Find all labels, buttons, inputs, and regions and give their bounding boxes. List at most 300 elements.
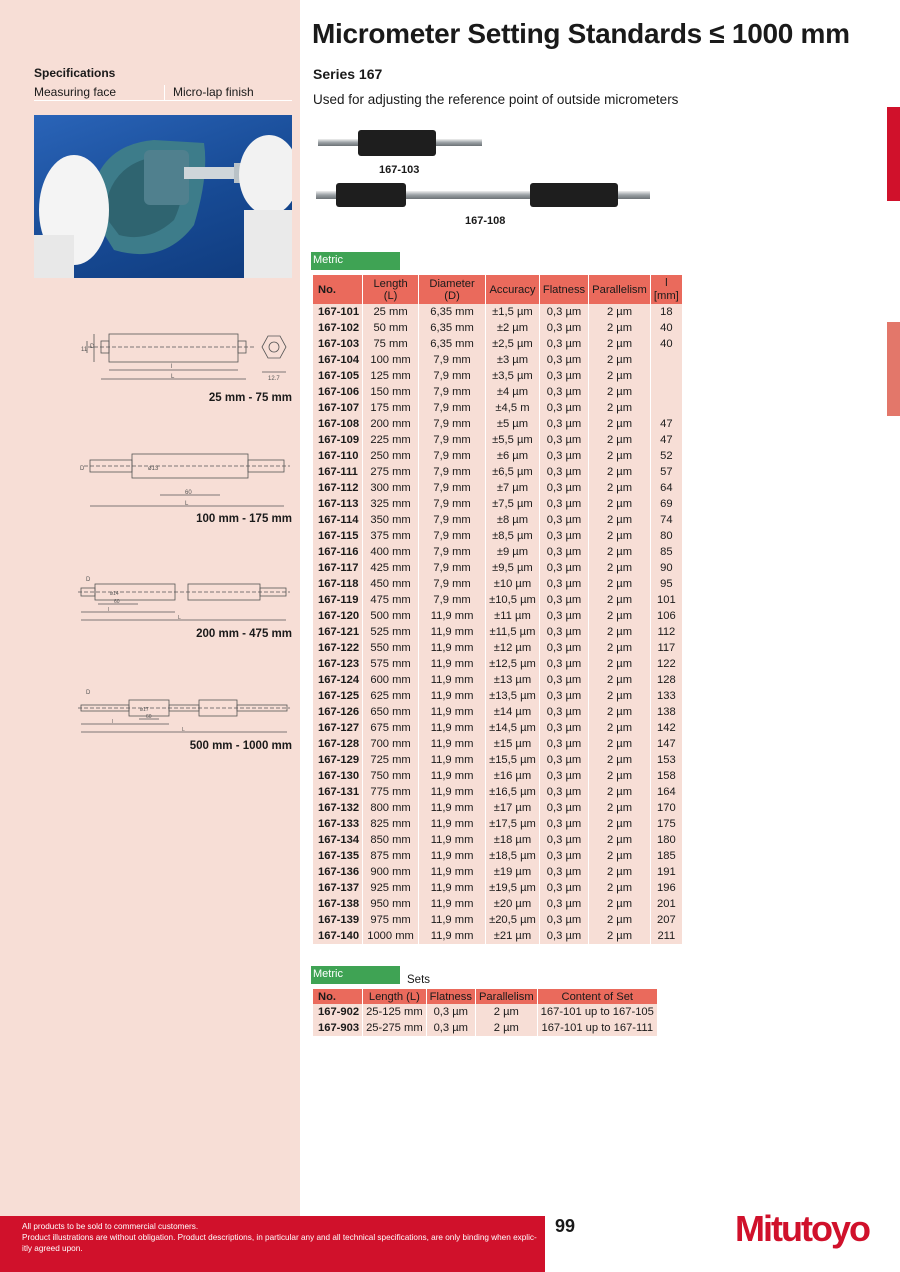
cell-accuracy: ±2,5 µm [486, 336, 539, 352]
cell-length: 475 mm [363, 592, 418, 608]
cell-flatness: 0,3 µm [540, 320, 588, 336]
cell-parallelism: 2 µm [589, 832, 650, 848]
cell-flatness: 0,3 µm [540, 560, 588, 576]
cell-no: 167-131 [313, 784, 362, 800]
cell-l: 164 [651, 784, 682, 800]
spec-row-measuring-face [34, 84, 292, 101]
cell-accuracy: ±10,5 µm [486, 592, 539, 608]
cell-no: 167-125 [313, 688, 362, 704]
brand-logo: Mitutoyo [735, 1208, 869, 1249]
cell-diameter: 7,9 mm [419, 480, 485, 496]
spec-measuring-face-value: Micro-lap finish [164, 85, 254, 101]
cell-flatness: 0,3 µm [540, 928, 588, 944]
cell-accuracy: ±17 µm [486, 800, 539, 816]
cell-diameter: 7,9 mm [419, 384, 485, 400]
cell-no: 167-109 [313, 432, 362, 448]
cell-l: 106 [651, 608, 682, 624]
cell-diameter: 11,9 mm [419, 736, 485, 752]
cell-length: 525 mm [363, 624, 418, 640]
cell-diameter: 11,9 mm [419, 624, 485, 640]
cell-flatness: 0,3 µm [540, 656, 588, 672]
sets-col-flatness: Flatness [427, 989, 475, 1004]
cell-accuracy: ±16,5 µm [486, 784, 539, 800]
col-header-l: l [665, 276, 668, 289]
table-row [313, 384, 682, 400]
col-header-no: No. [313, 275, 362, 304]
d2-dim-L: L [185, 501, 189, 507]
cell-accuracy: ±14 µm [486, 704, 539, 720]
cell-length: 350 mm [363, 512, 418, 528]
d3-dim-L: L [178, 615, 181, 621]
cell-no: 167-117 [313, 560, 362, 576]
cell-no: 167-122 [313, 640, 362, 656]
cell-l: 207 [651, 912, 682, 928]
cell-accuracy: ±9 µm [486, 544, 539, 560]
d4-dim-60: 60 [146, 714, 152, 720]
table-row [313, 368, 682, 384]
product-description: Used for adjusting the reference point of outside micrometers [313, 92, 679, 107]
cell-accuracy: ±11 µm [486, 608, 539, 624]
cell-parallelism: 2 µm [589, 768, 650, 784]
cell-length: 800 mm [363, 800, 418, 816]
cell-length: 450 mm [363, 576, 418, 592]
cell-l: 57 [651, 464, 682, 480]
cell-flatness: 0,3 µm [540, 336, 588, 352]
table-row [313, 608, 682, 624]
cell-diameter: 6,35 mm [419, 336, 485, 352]
cell-length: 850 mm [363, 832, 418, 848]
cell-length: 750 mm [363, 768, 418, 784]
left-panel [0, 0, 300, 1216]
cell-l: 133 [651, 688, 682, 704]
cell-accuracy: ±15,5 µm [486, 752, 539, 768]
series-label: Series 167 [313, 66, 383, 82]
diagram-100-175mm [78, 448, 293, 510]
metric-tab-sets: Metric [311, 966, 400, 984]
cell-no: 167-134 [313, 832, 362, 848]
table-row [313, 928, 682, 944]
cell-accuracy: ±6 µm [486, 448, 539, 464]
sets-col-parallelism: Parallelism [476, 989, 537, 1004]
cell-no: 167-135 [313, 848, 362, 864]
cell-diameter: 7,9 mm [419, 352, 485, 368]
cell-diameter: 7,9 mm [419, 512, 485, 528]
cell-no: 167-120 [313, 608, 362, 624]
cell-diameter: 11,9 mm [419, 640, 485, 656]
cell-no: 167-903 [313, 1020, 362, 1036]
cell-l: 64 [651, 480, 682, 496]
cell-parallelism: 2 µm [589, 640, 650, 656]
cell-accuracy: ±20,5 µm [486, 912, 539, 928]
cell-length: 825 mm [363, 816, 418, 832]
cell-flatness: 0,3 µm [540, 496, 588, 512]
cell-flatness: 0,3 µm [540, 304, 588, 320]
metric-tab-main: Metric [311, 252, 400, 270]
cell-no: 167-902 [313, 1004, 362, 1020]
cell-flatness: 0,3 µm [540, 768, 588, 784]
cell-accuracy: ±5,5 µm [486, 432, 539, 448]
page-number: 99 [555, 1216, 576, 1236]
cell-parallelism: 2 µm [589, 480, 650, 496]
cell-accuracy: ±4 µm [486, 384, 539, 400]
cell-parallelism: 2 µm [476, 1020, 537, 1036]
product-photo [34, 115, 292, 278]
cell-no: 167-138 [313, 896, 362, 912]
cell-l: 74 [651, 512, 682, 528]
cell-no: 167-108 [313, 416, 362, 432]
cell-diameter: 11,9 mm [419, 848, 485, 864]
cell-content: 167-101 up to 167-105 [538, 1004, 657, 1020]
cell-no: 167-137 [313, 880, 362, 896]
table-row [313, 1004, 657, 1020]
cell-l: 80 [651, 528, 682, 544]
sets-table-body [313, 1004, 657, 1036]
cell-l [651, 352, 682, 368]
cell-accuracy: ±1,5 µm [486, 304, 539, 320]
cell-parallelism: 2 µm [589, 560, 650, 576]
diagram-200-475mm [78, 570, 293, 626]
cell-flatness: 0,3 µm [540, 448, 588, 464]
cell-accuracy: ±19 µm [486, 864, 539, 880]
cell-length: 325 mm [363, 496, 418, 512]
d4-dim-D: D [86, 690, 91, 696]
diagram-label-500-1000: 500 mm - 1000 mm [189, 740, 292, 752]
cell-parallelism: 2 µm [589, 352, 650, 368]
cell-no: 167-130 [313, 768, 362, 784]
cell-diameter: 7,9 mm [419, 416, 485, 432]
cell-no: 167-106 [313, 384, 362, 400]
d3-dim-60: 60 [114, 599, 120, 605]
cell-no: 167-127 [313, 720, 362, 736]
cell-no: 167-129 [313, 752, 362, 768]
cell-flatness: 0,3 µm [427, 1004, 475, 1020]
cell-accuracy: ±3,5 µm [486, 368, 539, 384]
d1-dim-l: l [171, 364, 173, 370]
cell-flatness: 0,3 µm [540, 576, 588, 592]
cell-flatness: 0,3 µm [540, 896, 588, 912]
cell-length: 550 mm [363, 640, 418, 656]
table-row [313, 768, 682, 784]
cell-diameter: 11,9 mm [419, 672, 485, 688]
cell-accuracy: ±2 µm [486, 320, 539, 336]
cell-l: 153 [651, 752, 682, 768]
table-row [313, 416, 682, 432]
table-row [313, 688, 682, 704]
d1-dim-127: 12.7 [268, 376, 280, 382]
cell-accuracy: ±14,5 µm [486, 720, 539, 736]
cell-accuracy: ±21 µm [486, 928, 539, 944]
cell-length: 225 mm [363, 432, 418, 448]
cell-content: 167-101 up to 167-111 [538, 1020, 657, 1036]
cell-no: 167-124 [313, 672, 362, 688]
cell-flatness: 0,3 µm [540, 704, 588, 720]
d2-dim-60: 60 [185, 490, 192, 496]
cell-flatness: 0,3 µm [540, 592, 588, 608]
d3-dim-phi: ø14 [110, 591, 119, 597]
cell-parallelism: 2 µm [476, 1004, 537, 1020]
cell-accuracy: ±13 µm [486, 672, 539, 688]
cell-length: 975 mm [363, 912, 418, 928]
table-row [313, 704, 682, 720]
cell-length: 950 mm [363, 896, 418, 912]
cell-parallelism: 2 µm [589, 608, 650, 624]
cell-diameter: 11,9 mm [419, 864, 485, 880]
cell-length: 175 mm [363, 400, 418, 416]
cell-parallelism: 2 µm [589, 784, 650, 800]
cell-accuracy: ±7,5 µm [486, 496, 539, 512]
table-row [313, 896, 682, 912]
diagram-25-75mm [78, 324, 293, 386]
main-table-header-row [313, 275, 682, 304]
cell-no: 167-136 [313, 864, 362, 880]
table-row [313, 336, 682, 352]
sets-col-length: Length (L) [363, 989, 426, 1004]
d1-dim-D: D [90, 344, 95, 350]
table-row [313, 320, 682, 336]
cell-length: 875 mm [363, 848, 418, 864]
table-row [313, 528, 682, 544]
cell-flatness: 0,3 µm [540, 688, 588, 704]
cell-no: 167-133 [313, 816, 362, 832]
cell-diameter: 11,9 mm [419, 752, 485, 768]
cell-diameter: 11,9 mm [419, 912, 485, 928]
cell-flatness: 0,3 µm [540, 832, 588, 848]
cell-parallelism: 2 µm [589, 368, 650, 384]
table-row [313, 720, 682, 736]
cell-accuracy: ±5 µm [486, 416, 539, 432]
cell-parallelism: 2 µm [589, 336, 650, 352]
cell-flatness: 0,3 µm [540, 544, 588, 560]
table-row [313, 624, 682, 640]
d3-dim-l: l [108, 607, 110, 613]
cell-diameter: 7,9 mm [419, 528, 485, 544]
cell-no: 167-139 [313, 912, 362, 928]
cell-parallelism: 2 µm [589, 800, 650, 816]
cell-flatness: 0,3 µm [540, 464, 588, 480]
cell-accuracy: ±7 µm [486, 480, 539, 496]
cell-diameter: 11,9 mm [419, 784, 485, 800]
table-row [313, 592, 682, 608]
table-row [313, 672, 682, 688]
cell-accuracy: ±12,5 µm [486, 656, 539, 672]
page-title: Micrometer Setting Standards ≤ 1000 mm [312, 18, 850, 49]
spec-measuring-face-label: Measuring face [34, 85, 117, 99]
cell-diameter: 11,9 mm [419, 656, 485, 672]
cell-flatness: 0,3 µm [540, 784, 588, 800]
cell-diameter: 11,9 mm [419, 608, 485, 624]
cell-accuracy: ±20 µm [486, 896, 539, 912]
footer-line-3: itly agreed upon. [22, 1244, 83, 1253]
cell-flatness: 0,3 µm [540, 416, 588, 432]
cell-parallelism: 2 µm [589, 704, 650, 720]
cell-l: 40 [651, 320, 682, 336]
cell-no: 167-123 [313, 656, 362, 672]
cell-diameter: 7,9 mm [419, 544, 485, 560]
setting-standard-rods-image [314, 125, 654, 215]
cell-l: 196 [651, 880, 682, 896]
cell-parallelism: 2 µm [589, 928, 650, 944]
cell-l: 211 [651, 928, 682, 944]
cell-no: 167-115 [313, 528, 362, 544]
cell-length: 300 mm [363, 480, 418, 496]
cell-parallelism: 2 µm [589, 416, 650, 432]
cell-length: 775 mm [363, 784, 418, 800]
cell-no: 167-126 [313, 704, 362, 720]
cell-flatness: 0,3 µm [540, 624, 588, 640]
cell-l: 147 [651, 736, 682, 752]
cell-flatness: 0,3 µm [540, 480, 588, 496]
cell-no: 167-119 [313, 592, 362, 608]
chapter-tab-pink [887, 322, 900, 416]
table-row [313, 880, 682, 896]
table-row [313, 736, 682, 752]
cell-parallelism: 2 µm [589, 736, 650, 752]
cell-l: 138 [651, 704, 682, 720]
cell-l: 101 [651, 592, 682, 608]
cell-flatness: 0,3 µm [540, 528, 588, 544]
table-row [313, 848, 682, 864]
cell-diameter: 6,35 mm [419, 320, 485, 336]
cell-parallelism: 2 µm [589, 384, 650, 400]
cell-length: 250 mm [363, 448, 418, 464]
cell-length: 900 mm [363, 864, 418, 880]
cell-flatness: 0,3 µm [540, 608, 588, 624]
cell-diameter: 11,9 mm [419, 704, 485, 720]
table-row [313, 560, 682, 576]
cell-length: 425 mm [363, 560, 418, 576]
cell-no: 167-107 [313, 400, 362, 416]
footer-disclaimer [0, 1216, 545, 1272]
cell-parallelism: 2 µm [589, 848, 650, 864]
cell-parallelism: 2 µm [589, 304, 650, 320]
table-row [313, 832, 682, 848]
cell-no: 167-128 [313, 736, 362, 752]
cell-l: 158 [651, 768, 682, 784]
cell-diameter: 7,9 mm [419, 432, 485, 448]
cell-length: 400 mm [363, 544, 418, 560]
cell-flatness: 0,3 µm [540, 800, 588, 816]
cell-parallelism: 2 µm [589, 432, 650, 448]
cell-diameter: 7,9 mm [419, 592, 485, 608]
col-header-mm: [mm] [653, 289, 679, 302]
cell-length: 375 mm [363, 528, 418, 544]
cell-parallelism: 2 µm [589, 448, 650, 464]
cell-diameter: 7,9 mm [419, 448, 485, 464]
table-row [313, 448, 682, 464]
cell-flatness: 0,3 µm [540, 400, 588, 416]
cell-diameter: 7,9 mm [419, 464, 485, 480]
cell-diameter: 11,9 mm [419, 896, 485, 912]
cell-parallelism: 2 µm [589, 576, 650, 592]
col-header-flatness: Flatness [540, 275, 588, 304]
sets-title: Sets [407, 974, 431, 986]
sets-table-header-row [313, 989, 657, 1004]
cell-flatness: 0,3 µm [540, 880, 588, 896]
cell-length: 1000 mm [363, 928, 418, 944]
cell-l: 175 [651, 816, 682, 832]
diagram-label-25-75: 25 mm - 75 mm [208, 392, 292, 404]
cell-parallelism: 2 µm [589, 496, 650, 512]
cell-accuracy: ±3 µm [486, 352, 539, 368]
cell-no: 167-140 [313, 928, 362, 944]
col-header-diameter: Diameter (D) [419, 275, 485, 304]
cell-parallelism: 2 µm [589, 688, 650, 704]
cell-l: 170 [651, 800, 682, 816]
cell-accuracy: ±6,5 µm [486, 464, 539, 480]
cell-accuracy: ±18 µm [486, 832, 539, 848]
cell-accuracy: ±11,5 µm [486, 624, 539, 640]
cell-flatness: 0,3 µm [540, 736, 588, 752]
table-row [313, 400, 682, 416]
cell-no: 167-114 [313, 512, 362, 528]
cell-no: 167-105 [313, 368, 362, 384]
cell-accuracy: ±15 µm [486, 736, 539, 752]
cell-l: 185 [651, 848, 682, 864]
cell-parallelism: 2 µm [589, 816, 650, 832]
cell-diameter: 11,9 mm [419, 688, 485, 704]
col-header-accuracy: Accuracy [486, 275, 539, 304]
cell-l: 85 [651, 544, 682, 560]
cell-accuracy: ±10 µm [486, 576, 539, 592]
cell-diameter: 11,9 mm [419, 720, 485, 736]
table-row [313, 864, 682, 880]
cell-parallelism: 2 µm [589, 528, 650, 544]
cell-parallelism: 2 µm [589, 624, 650, 640]
table-row [313, 544, 682, 560]
sets-table [312, 989, 658, 1036]
cell-diameter: 11,9 mm [419, 816, 485, 832]
cell-no: 167-113 [313, 496, 362, 512]
cell-parallelism: 2 µm [589, 400, 650, 416]
cell-diameter: 6,35 mm [419, 304, 485, 320]
cell-diameter: 7,9 mm [419, 368, 485, 384]
cell-length: 100 mm [363, 352, 418, 368]
cell-accuracy: ±13,5 µm [486, 688, 539, 704]
cell-parallelism: 2 µm [589, 656, 650, 672]
cell-flatness: 0,3 µm [540, 864, 588, 880]
cell-no: 167-110 [313, 448, 362, 464]
d2-dim-phi: ø13 [148, 466, 159, 472]
cell-parallelism: 2 µm [589, 752, 650, 768]
cell-l: 191 [651, 864, 682, 880]
cell-no: 167-118 [313, 576, 362, 592]
cell-flatness: 0,3 µm [540, 752, 588, 768]
cell-length: 725 mm [363, 752, 418, 768]
cell-length: 25-275 mm [363, 1020, 426, 1036]
cell-l: 40 [651, 336, 682, 352]
cell-diameter: 11,9 mm [419, 800, 485, 816]
d2-dim-D: D [80, 466, 85, 472]
cell-flatness: 0,3 µm [540, 848, 588, 864]
cell-parallelism: 2 µm [589, 464, 650, 480]
sets-col-no: No. [313, 989, 362, 1004]
cell-length: 700 mm [363, 736, 418, 752]
cell-accuracy: ±17,5 µm [486, 816, 539, 832]
cell-parallelism: 2 µm [589, 880, 650, 896]
diagram-label-100-175: 100 mm - 175 mm [196, 513, 292, 525]
table-row [313, 304, 682, 320]
cell-parallelism: 2 µm [589, 592, 650, 608]
cell-l: 18 [651, 304, 682, 320]
main-spec-table [312, 275, 683, 944]
table-row [313, 912, 682, 928]
cell-length: 925 mm [363, 880, 418, 896]
table-row [313, 464, 682, 480]
cell-diameter: 11,9 mm [419, 768, 485, 784]
cell-l: 112 [651, 624, 682, 640]
cell-l: 180 [651, 832, 682, 848]
cell-l: 47 [651, 416, 682, 432]
